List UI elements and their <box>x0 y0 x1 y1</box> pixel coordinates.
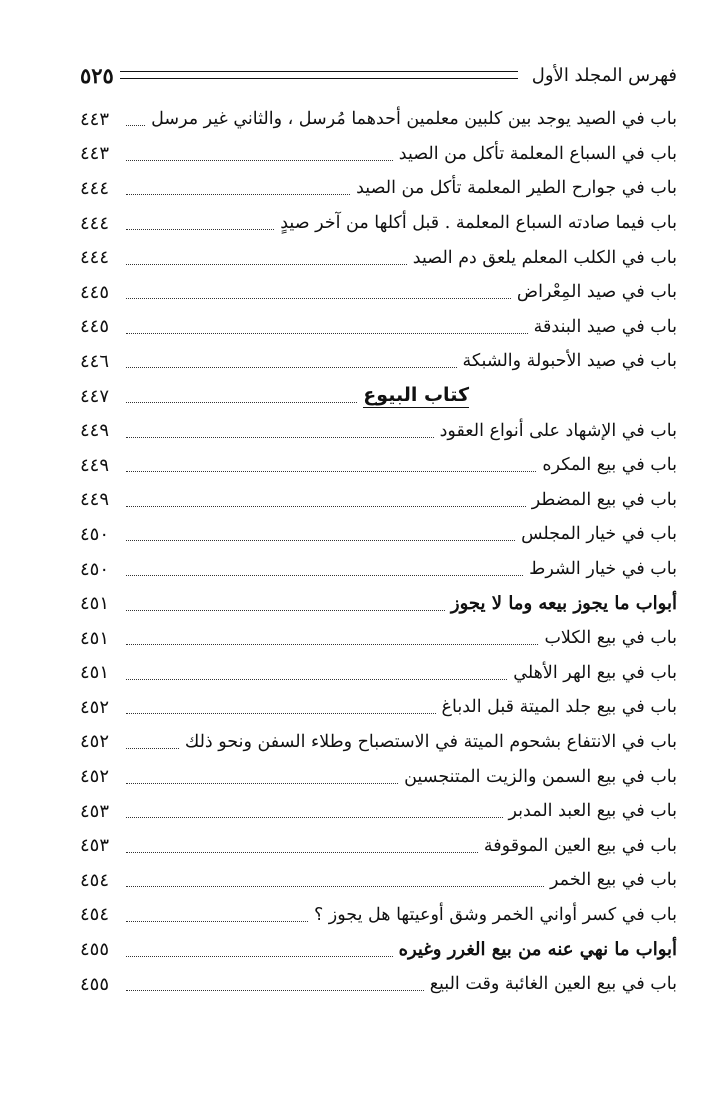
toc-entry <box>80 413 677 448</box>
dot-leader <box>126 782 398 784</box>
toc-section-heading <box>80 586 677 621</box>
entry-page-number: ٤٤٤ <box>80 247 110 269</box>
toc-book-heading <box>80 379 677 414</box>
dot-leader <box>126 885 544 887</box>
dot-leader <box>126 955 393 957</box>
entry-title: باب في بيع الخمر <box>549 870 677 891</box>
toc-section-heading <box>80 932 677 967</box>
entry-title: باب في خيار المجلس <box>521 524 677 545</box>
entry-title: باب في الإشهاد على أنواع العقود <box>439 420 677 441</box>
entry-page-number: ٤٤٣ <box>80 108 110 130</box>
dot-leader <box>126 574 523 576</box>
toc-entry <box>80 794 677 829</box>
dot-leader <box>126 470 536 472</box>
toc-entry <box>80 206 677 241</box>
entry-title: باب في بيع جلد الميتة قبل الدباغ <box>441 697 677 718</box>
entry-title: باب في الانتفاع بشحوم الميتة في الاستصباح وطلاء السفن ونحو ذلك <box>184 731 677 752</box>
toc-entry <box>80 828 677 863</box>
entry-page-number: ٤٤٤ <box>80 177 110 199</box>
dot-leader <box>126 124 145 126</box>
dot-leader <box>126 505 526 507</box>
dot-leader <box>126 851 478 853</box>
dot-leader <box>126 539 515 541</box>
dot-leader <box>126 193 350 195</box>
entry-page-number: ٤٤٩ <box>80 420 110 442</box>
toc-entry <box>80 656 677 691</box>
entry-title: باب في بيع العين الموقوفة <box>483 835 677 856</box>
toc-entry <box>80 517 677 552</box>
entry-page-number: ٤٥٥ <box>80 973 110 995</box>
entry-title: باب في صيد الأحبولة والشبكة <box>462 351 677 372</box>
page-number: ٥٢٥ <box>80 62 114 88</box>
dot-leader <box>126 228 274 230</box>
entry-page-number: ٤٤٦ <box>80 350 110 372</box>
entry-title: باب في كسر أواني الخمر وشق أوعيتها هل يجوز ؟ <box>313 904 677 925</box>
toc-entry <box>80 344 677 379</box>
entry-title: باب فيما صادته السباع المعلمة . قبل أكلها من آخر صيدٍ <box>280 213 677 234</box>
dot-leader <box>126 332 528 334</box>
running-title: فهرس المجلد الأول <box>531 64 677 86</box>
entry-title: باب في بيع العين الغائبة وقت البيع <box>429 974 677 995</box>
dot-leader <box>126 678 507 680</box>
entry-page-number: ٤٥١ <box>80 593 110 615</box>
toc-entry <box>80 725 677 760</box>
entry-title: باب في بيع المضطر <box>531 489 677 510</box>
header-rule <box>120 71 518 79</box>
dot-leader <box>126 263 407 265</box>
entry-page-number: ٤٤٥ <box>80 316 110 338</box>
entry-page-number: ٤٥٠ <box>80 523 110 545</box>
entry-page-number: ٤٥١ <box>80 662 110 684</box>
dot-leader <box>126 159 393 161</box>
entry-title: باب في الصيد يوجد بين كلبين معلمين أحدهما مُرسل ، والثاني غير مرسل <box>151 109 677 130</box>
toc-entry <box>80 863 677 898</box>
entry-page-number: ٤٥٤ <box>80 904 110 926</box>
entry-page-number: ٤٤٩ <box>80 489 110 511</box>
toc-entry <box>80 275 677 310</box>
dot-leader <box>126 297 511 299</box>
toc-entry <box>80 240 677 275</box>
dot-leader <box>126 609 445 611</box>
dot-leader <box>126 712 436 714</box>
toc-entry <box>80 690 677 725</box>
dot-leader <box>126 436 434 438</box>
entry-title: باب في بيع العبد المدبر <box>508 801 677 822</box>
dot-leader <box>126 747 179 749</box>
toc-entry <box>80 552 677 587</box>
page-header <box>80 62 677 88</box>
entry-title: باب في بيع الهر الأهلي <box>513 662 677 683</box>
dot-leader <box>126 816 503 818</box>
entry-title: كتاب البيوع <box>363 384 469 407</box>
entry-title: باب في خيار الشرط <box>529 559 677 580</box>
entry-title: باب في الكلب المعلم يلعق دم الصيد <box>412 247 677 268</box>
dot-leader <box>126 989 424 991</box>
toc-entry <box>80 759 677 794</box>
toc-entry <box>80 898 677 933</box>
entry-title: أبواب ما نهي عنه من بيع الغرر وغيره <box>398 939 677 961</box>
toc-entry <box>80 621 677 656</box>
entry-page-number: ٤٤٣ <box>80 143 110 165</box>
entry-page-number: ٤٥٢ <box>80 766 110 788</box>
entry-page-number: ٤٤٤ <box>80 212 110 234</box>
entry-page-number: ٤٥٢ <box>80 696 110 718</box>
entry-page-number: ٤٥٥ <box>80 939 110 961</box>
toc-entry <box>80 310 677 345</box>
dot-leader <box>126 401 357 403</box>
entry-title: باب في بيع المكره <box>542 455 677 476</box>
toc-entry <box>80 483 677 518</box>
toc-entry <box>80 448 677 483</box>
toc-entry <box>80 967 677 1002</box>
toc-entry <box>80 102 677 137</box>
entry-title: باب في بيع السمن والزيت المتنجسين <box>404 766 677 787</box>
entry-page-number: ٤٥٢ <box>80 731 110 753</box>
entry-title: باب في صيد البندقة <box>533 316 677 337</box>
entry-title: باب في صيد المِعْراض <box>516 282 677 303</box>
dot-leader <box>126 366 457 368</box>
entry-page-number: ٤٤٥ <box>80 281 110 303</box>
entry-title: باب في السباع المعلمة تأكل من الصيد <box>398 143 677 164</box>
table-of-contents <box>80 102 677 1001</box>
entry-title: باب في بيع الكلاب <box>544 628 677 649</box>
entry-page-number: ٤٤٧ <box>80 385 110 407</box>
entry-page-number: ٤٥٣ <box>80 835 110 857</box>
entry-title: باب في جوارح الطير المعلمة تأكل من الصيد <box>356 178 677 199</box>
entry-page-number: ٤٥١ <box>80 627 110 649</box>
dot-leader <box>126 643 538 645</box>
entry-page-number: ٤٥٣ <box>80 800 110 822</box>
entry-page-number: ٤٥٤ <box>80 869 110 891</box>
entry-page-number: ٤٥٠ <box>80 558 110 580</box>
entry-page-number: ٤٤٩ <box>80 454 110 476</box>
entry-title: أبواب ما يجوز بيعه وما لا يجوز <box>450 593 677 615</box>
toc-entry <box>80 137 677 172</box>
toc-entry <box>80 171 677 206</box>
dot-leader <box>126 920 308 922</box>
